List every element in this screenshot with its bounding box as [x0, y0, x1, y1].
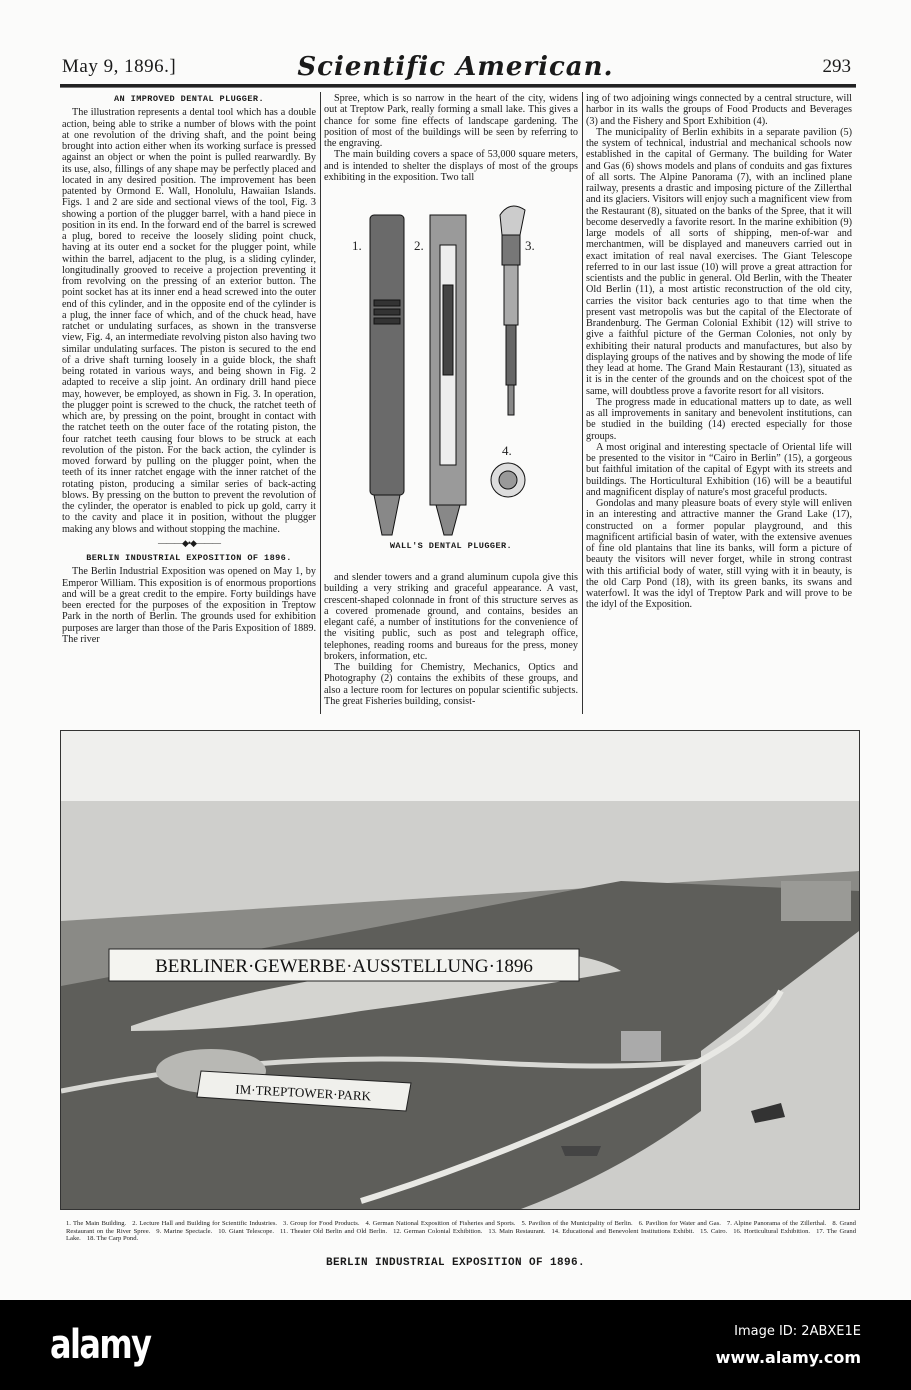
- legend-item: 1. The Main Building.: [66, 1220, 127, 1227]
- page-number: 293: [822, 56, 851, 77]
- legend-item: 12. German Colonial Exhibition.: [393, 1227, 483, 1235]
- site-url: www.alamy.com: [715, 1348, 861, 1367]
- column-divider: [320, 92, 321, 714]
- column-divider: [582, 92, 583, 714]
- ribbon-text: IM·TREPTOWER·PARK: [235, 1081, 372, 1104]
- article-paragraph: Spree, which is so narrow in the heart of the city, widens out at Treptow Park, really forming a small lake. This gives a chance for some fine effects of landscape gardening. The position of most of the buildings will be seen by referring to the engraving.: [324, 93, 578, 149]
- legend-item: 8. Grand Restaurant on the River Spree.: [66, 1220, 856, 1235]
- legend-item: 18. The Carp Pond.: [86, 1235, 139, 1243]
- fig-label-2: 2.: [414, 238, 424, 253]
- article-paragraph: The building for Chemistry, Mechanics, Optics and Photography (2) contains the exhibits of these groups, and also a lecture room for lectures on popular scientific subjects. The great Fisheries building, consist-: [324, 662, 578, 707]
- alamy-logo: alamy: [50, 1322, 151, 1368]
- sky: [61, 731, 859, 801]
- exposition-aerial-view: [60, 730, 860, 1210]
- article-paragraph: The main building covers a space of 53,000 square meters, and is intended to shelter the displays of most of the groups exhibiting in the exposition. Two tall: [324, 149, 578, 183]
- masthead: Scientific American.: [297, 52, 614, 82]
- article-paragraph: The progress made in educational matters up to date, as well as all improvements in sanitary and benevolent institutions, can be studied in the building (14) erected especially for those groups.: [586, 396, 852, 442]
- legend-item: 14. Educational and Benevolent Institutions Exhibit.: [551, 1227, 695, 1235]
- figure-caption-dental-plugger: WALL'S DENTAL PLUGGER.: [389, 541, 513, 551]
- legend-item: 6. Pavilion for Water and Gas.: [638, 1220, 721, 1227]
- column-2-bottom: [324, 572, 578, 707]
- legend-item: 17. The Grand Lake.: [66, 1227, 856, 1243]
- image-id: Image ID: 2ABXE1E: [734, 1324, 861, 1339]
- legend-item: 5. Pavilion of the Municipality of Berlin.: [521, 1220, 633, 1227]
- header-rule: [60, 84, 856, 88]
- article-paragraph: A most original and interesting spectacle of Oriental life will be presented to the visitor in “Cairo in Berlin” (15), a gorgeous but faithful imitation of the capital of Egypt with its streets and buildings. The Horticultural Exhibition (16) will be a beautiful and magnificent display of nature's most graceful products.: [586, 441, 852, 498]
- section-ornament: ———◆•◆———: [158, 537, 220, 548]
- article-paragraph: The Berlin Industrial Exposition was opened on May 1, by Emperor William. This exposition is of enormous proportions and will be a great credit to the empire. Forty buildings have been erected for the purposes of the exposition in Treptow Park in the north of Berlin. The grounds used for exhibition purposes are larger than those of the Paris Exposition of 1889. The river: [62, 566, 316, 645]
- legend-item: 3. Group for Food Products.: [283, 1220, 360, 1227]
- fig-label-1: 1.: [352, 238, 362, 253]
- legend-item: 7. Alpine Panorama of the Zillerthal.: [726, 1220, 827, 1227]
- column-1: [62, 93, 316, 645]
- illustration-legend: [66, 1220, 856, 1243]
- legend-item: 11. Theater Old Berlin and Old Berlin.: [280, 1227, 388, 1235]
- legend-item: 10. Giant Telescope.: [218, 1227, 274, 1235]
- article-paragraph: ing of two adjoining wings connected by a central structure, will harbor in its walls the groups of Food Products and Beverages (3) and the Fishery and Sport Exhibition (4).: [586, 93, 852, 127]
- article-paragraph: The municipality of Berlin exhibits in a separate pavilion (5) the system of technical, industrial and mechanical schools now established in the capital of Germany. The building for Water and Gas (6) shows models and plans of conduits and gas fixtures of all sorts. The Alpine Panorama (7), with an inclined plane railway, presents a drastic and imposing picture of the Zillerthal and its glaciers. Visitors will enjoy such a magnificent view from the Restaurant (8), situated on the banks of the Spree, that it will become deservedly a favorite resort. In the marine exhibition (9) large models of all sorts of shipping, men-of-war and merchantmen, will be displayed and maneuvers carried out in exact imitation of real naval exercises. The Giant Telescope referred to in our last issue (10) will prove a great attraction for scientists and the public in general. Old Berlin, with the Theater Old Berlin (11), a most artistic reconstruction of the old city, carries the visitor back centuries ago to that time when the present vast metropolis was but the capital of the Electorate of Brandenburg. The German Colonial Exhibit (12) will strive to give a faithful picture of the German Colonies, not only by exhibiting their natural products and manufactures, but also by displaying groups of the natives and by showing the mode of life they lead at home. The Grand Main Restaurant (13), situated as it is in the center of the grounds and on the choicest spot of the same, will doubtless prove a favorite resort for all visitors.: [586, 126, 852, 397]
- article-paragraph: and slender towers and a grand aluminum cupola give this building a very striking and graceful appearance. A vast, crescent-shaped colonnade in front of this structure serves as a covered promenade ground, and contains, besides an elegant café, a number of institutions for the convenience of the visiting public, such as post and telegraph office, telephones, reading rooms and bureaus for the press, money brokers, information, etc.: [324, 572, 578, 662]
- dental-plugger-illustration: [330, 205, 580, 540]
- article-paragraph: The illustration represents a dental tool which has a double action, being able to strike a number of blows with the point at one revolution of the driving shaft, and the point being brought into action either when its working surface is pressed against an object or when the point is pulled rearwardly. By its use, also, fillings of any shape may be perfectly placed and located in any desired position. The improvement has been patented by Ormond E. Wall, Honolulu, Hawaiian Islands. Figs. 1 and 2 are side and sectional views of the tool, Fig. 3 showing a portion of the plugger barrel, with a hand piece in position in its end. In the forward end of the barrel is screwed a plug, bored to receive the loosely sliding point chuck, having at its outer end a socket for the plugger point, while within the barrel, adjacent to the plug, is a sliding cylinder, longitudinally grooved to receive a projection preventing it from revolving on the pressing of an exterior button. The point socket has at its inner end a head screwed into the outer end of this cylinder, and in the opposite end of the cylinder is a plug, the inner face of which, and of the chuck head, have ratchet or undulating surfaces, as shown in the transverse view, Fig. 4, an intermediate revolving piston also having two similar undulating surfaces. The piston is secured to the end of a drive shaft turning loosely in a guide block, the shaft being rotated in various ways, and being shown in Fig. 2 adapted to receive a slip joint. An ordinary drill hand piece may, however, be employed, as shown in Fig. 3. In operation, the plugger point is screwed to the chuck, the ratchet teeth of which are, by pressing on the point, brought in contact with the ratchet teeth on the outer face of the rotating piston, the four ratchet teeth causing four blows to be struck at each revolution of the piston. For the back action, the cylinder is moved forward by pulling on the plugger point, when the teeth of its inner ratchet engage with the inner ratchet of the rotating piston, producing a similar series of back-acting blows. By pressing on the button to prevent the revolution of the cylinder, the operator is enabled to pick up gold, carry it to the cavity and place it in position, without the plugger making any blows and without stopping the machine.: [62, 107, 316, 535]
- banner-text: BERLINER·GEWERBE·AUSSTELLUNG·1896: [155, 956, 533, 977]
- article-title-berlin-exposition: BERLIN INDUSTRIAL EXPOSITION OF 1896.: [86, 553, 292, 563]
- watermark-band: [0, 1300, 911, 1390]
- column-2-top: [324, 93, 578, 183]
- column-3: [586, 93, 852, 611]
- legend-item: 4. German National Exposition of Fisheries and Sports.: [365, 1220, 516, 1227]
- legend-item: 16. Horticultural Exhibition.: [733, 1227, 811, 1235]
- legend-item: 13. Main Restaurant.: [488, 1227, 546, 1235]
- plugger-fig1-barrel: [370, 215, 404, 495]
- legend-item: 15. Cairo.: [700, 1227, 728, 1235]
- fig-label-3: 3.: [525, 238, 535, 253]
- steamboat: [561, 1146, 601, 1156]
- article-paragraph: Gondolas and many pleasure boats of every style will enliven in an interesting and attractive manner the Grand Lake (17), constructed on a former popular playground, and this magnificent artificial basin of water, with the extensive avenues of fine old plantains that line its banks, will form a picture of beauty the visitors will never forget, while in strong contrast with this artificial body of water, still vying with it in beauty, is the old Carp Pond (18), with its green banks, its swans and waterfowl. It was the idyl of Treptow Park and will prove to be the idyl of the Exposition.: [586, 498, 852, 611]
- illustration-caption: BERLIN INDUSTRIAL EXPOSITION OF 1896.: [325, 1257, 586, 1269]
- article-title-dental-plugger: AN IMPROVED DENTAL PLUGGER.: [113, 94, 265, 104]
- legend-item: 2. Lecture Hall and Building for Scientific Industries.: [132, 1220, 278, 1227]
- fig-label-4: 4.: [502, 443, 512, 458]
- legend-item: 9. Marine Spectacle.: [156, 1227, 213, 1235]
- issue-date: May 9, 1896.]: [62, 56, 177, 77]
